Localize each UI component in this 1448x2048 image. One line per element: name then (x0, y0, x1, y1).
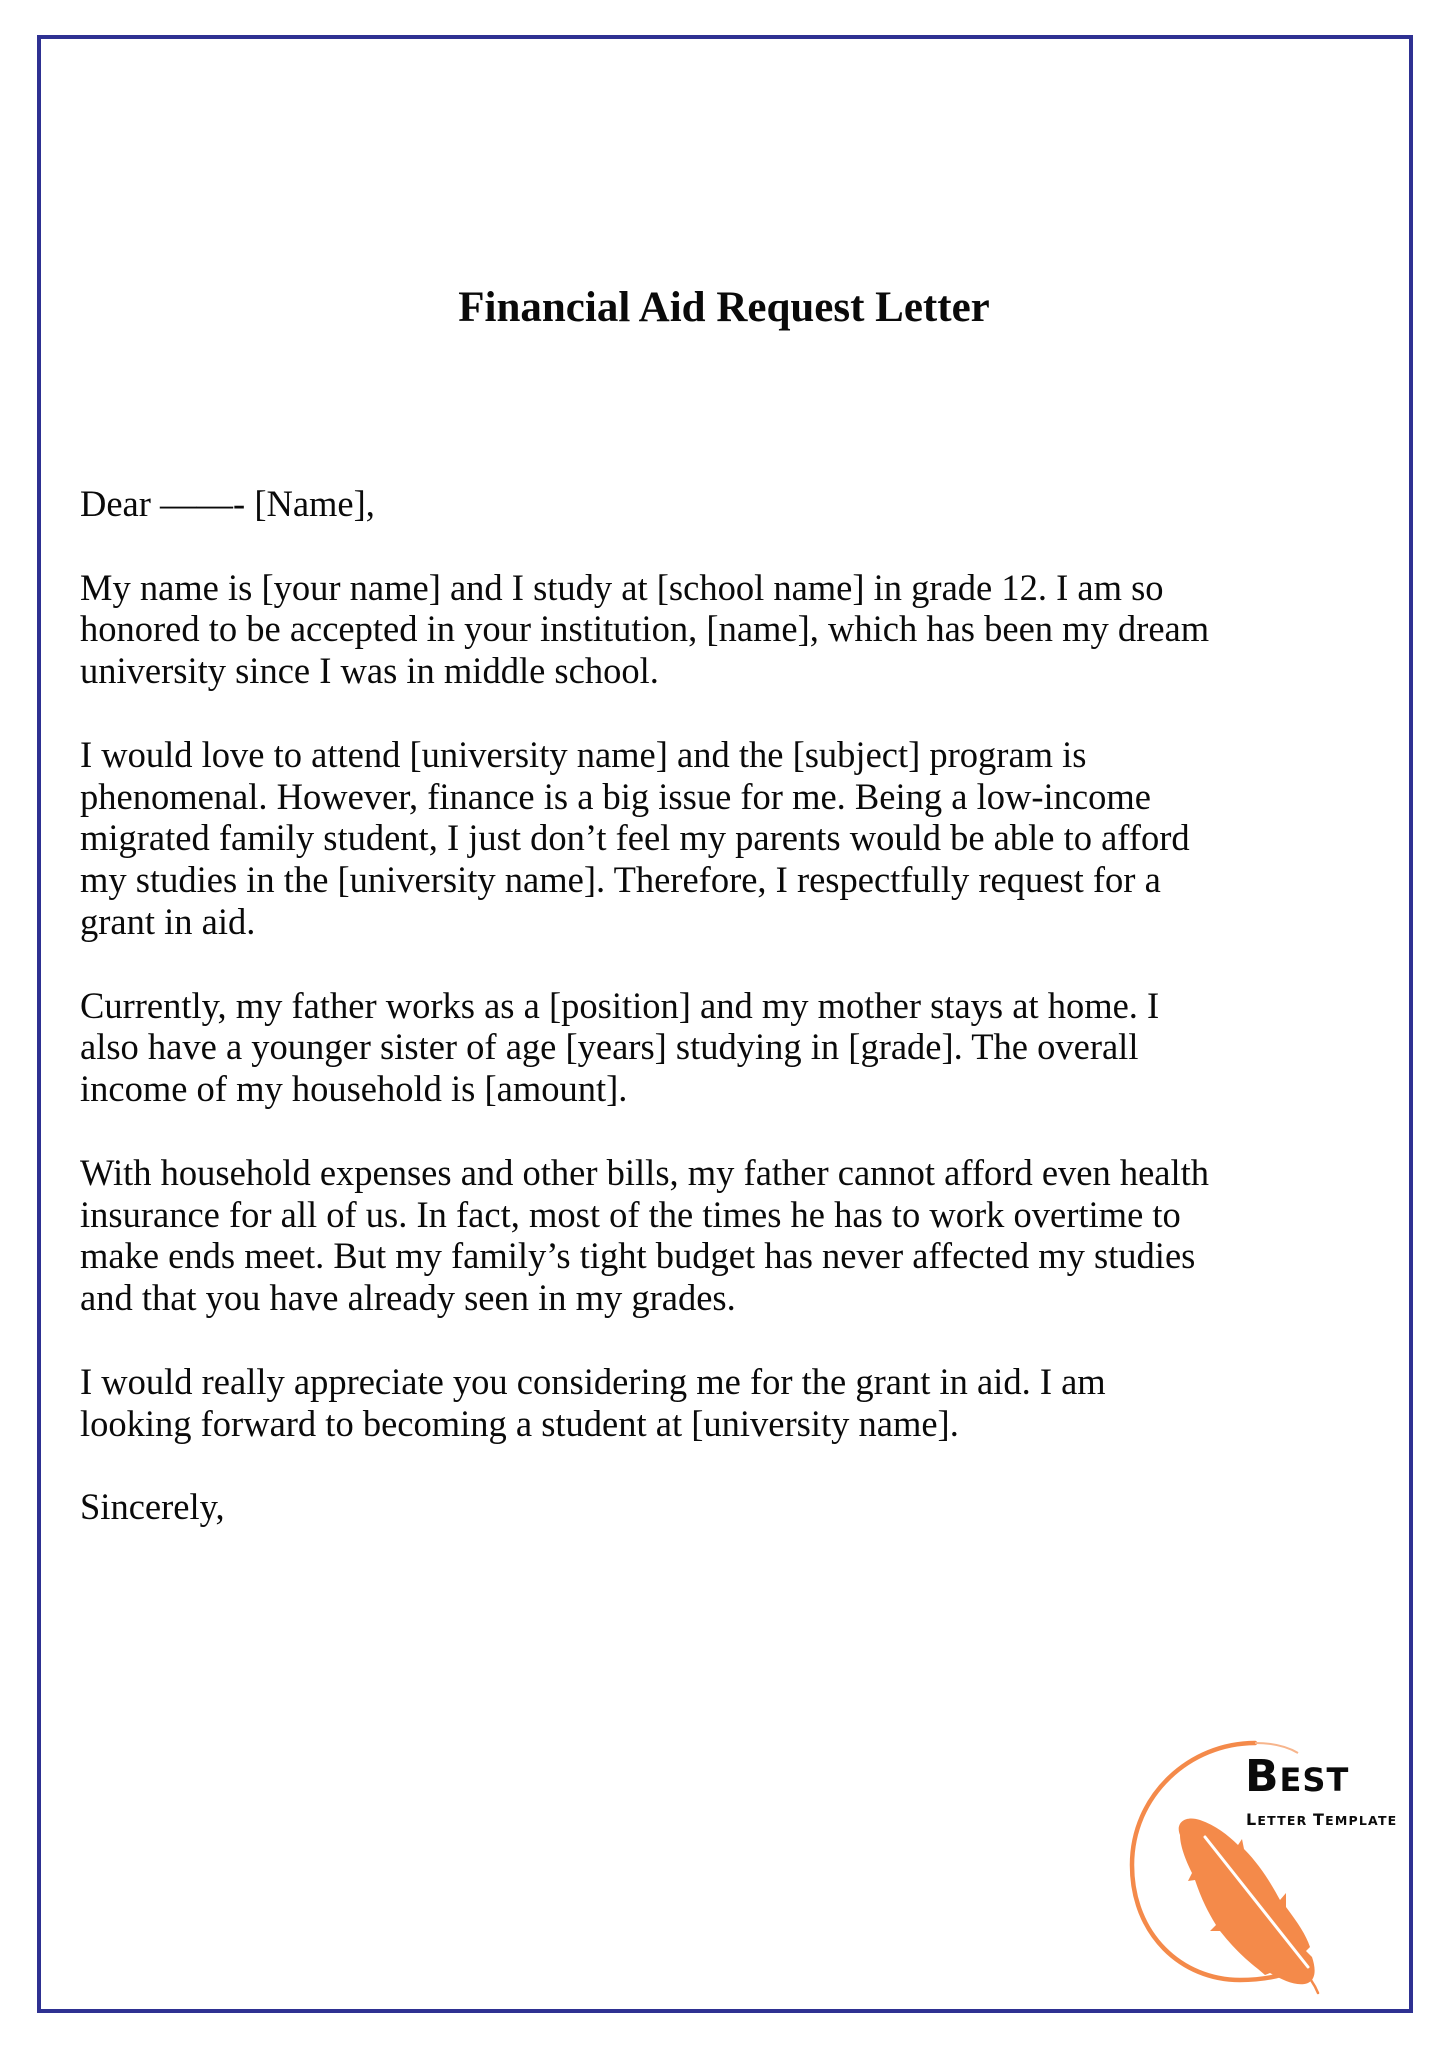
text-line: and that you have already seen in my grades. (80, 1277, 736, 1319)
text-line: university since I was in middle school. (80, 650, 659, 692)
text-line: my studies in the [university name]. Therefore, I respectfully request for a (80, 859, 1161, 901)
paragraph-1 (80, 567, 1370, 692)
paragraph-2 (80, 734, 1370, 943)
text-line: honored to be accepted in your institution, [name], which has been my dream (80, 608, 1210, 650)
paragraph-5 (80, 1361, 1370, 1445)
paragraph-4 (80, 1152, 1370, 1319)
paragraph-3 (80, 985, 1370, 1110)
text-line: income of my household is [amount]. (80, 1068, 628, 1110)
text-line: My name is [your name] and I study at [school name] in grade 12. I am so (80, 566, 1164, 608)
letter-body (80, 483, 1370, 1570)
logo-best-text: BEST (1245, 1751, 1350, 1802)
text-line: I would love to attend [university name] and the [subject] program is (80, 733, 1087, 775)
text-line: I would really appreciate you considering me for the grant in aid. I am (80, 1360, 1106, 1402)
text-line: phenomenal. However, finance is a big issue for me. Being a low-income (80, 775, 1151, 817)
text-line: insurance for all of us. In fact, most of the times he has to work overtime to (80, 1193, 1181, 1235)
text-line: With household expenses and other bills, my father cannot afford even health (80, 1151, 1210, 1193)
letter-title: Financial Aid Request Letter (458, 284, 990, 331)
text-line: make ends meet. But my family’s tight budget has never affected my studies (80, 1235, 1196, 1277)
closing: Sincerely, (80, 1486, 225, 1528)
best-letter-template-logo (1120, 1735, 1420, 2005)
text-line: migrated family student, I just don’t feel my parents would be able to afford (80, 817, 1190, 859)
logo-letter-template-text: LETTER TEMPLATE (1246, 1810, 1398, 1829)
salutation: Dear ——- [Name], (80, 483, 375, 524)
text-line: Currently, my father works as a [position] and my mother stays at home. I (80, 984, 1160, 1026)
text-line: grant in aid. (80, 900, 256, 942)
text-line: looking forward to becoming a student at [university name]. (80, 1402, 959, 1444)
text-line: also have a younger sister of age [years] studying in [grade]. The overall (80, 1026, 1139, 1068)
